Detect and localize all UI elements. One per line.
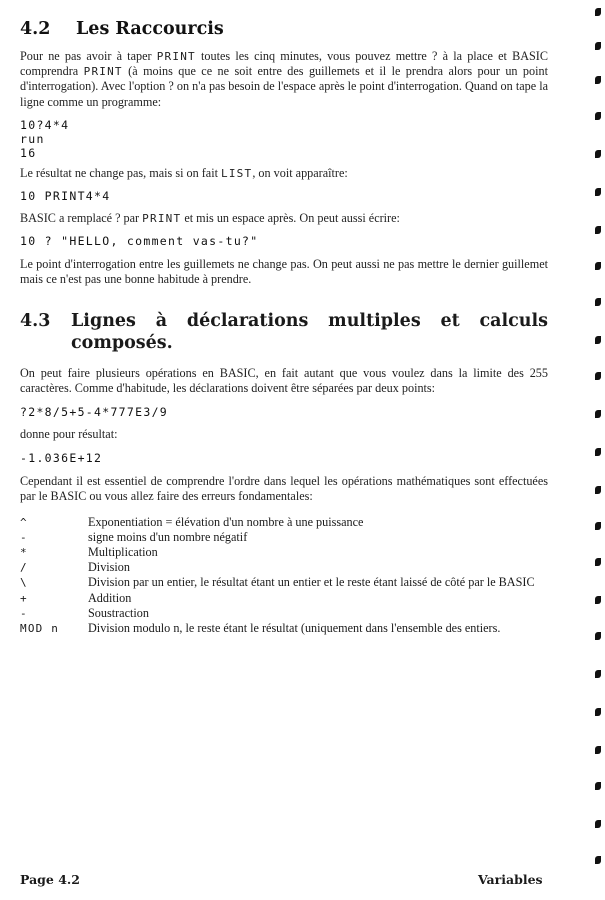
code-block: 10 ? "HELLO, comment vas-tu?"	[20, 234, 259, 249]
text-run: Le résultat ne change pas, mais si on fait	[20, 165, 222, 180]
text-run: Pour ne pas avoir à taper	[20, 49, 157, 63]
operator-row	[20, 560, 548, 575]
operator-symbol: +	[20, 591, 28, 605]
page-content	[20, 18, 548, 636]
operator-symbol: -	[20, 530, 28, 544]
code-block: 10?4*4 run 16	[20, 117, 70, 160]
section-heading-4-3	[20, 310, 548, 354]
operator-description: Division par un entier, le résultat étant un entier et le reste étant laissé de côté par le BASIC	[88, 575, 535, 590]
operator-row	[20, 530, 548, 545]
text-run: , on voit apparaître:	[252, 165, 348, 180]
inline-code: PRINT	[156, 50, 196, 63]
section-heading-4-2	[20, 18, 548, 40]
operator-description: Exponentiation = élévation d'un nombre à une puissance	[88, 514, 364, 529]
section-number: 4.3	[20, 310, 51, 331]
operator-row	[20, 575, 548, 590]
operator-row	[20, 606, 548, 621]
paragraph	[20, 49, 548, 110]
inline-code: LIST	[221, 166, 253, 180]
inline-code: PRINT	[142, 212, 182, 226]
operator-description: Soustraction	[88, 605, 149, 620]
paragraph	[20, 166, 548, 181]
paragraph: donne pour résultat:	[20, 427, 118, 442]
operator-symbol: /	[20, 561, 28, 575]
operator-description: Division modulo n, le reste étant le résultat (uniquement dans l'ensemble des entiers.	[88, 621, 501, 636]
text-run: toutes les cinq minutes, vous pouvez mettre ? à la place et BASIC comprendra	[20, 49, 548, 79]
operator-symbol: ^	[20, 515, 28, 529]
operator-symbol: \	[20, 576, 28, 590]
scan-edge-marks	[592, 0, 605, 900]
section-title-line: composés.	[71, 332, 173, 353]
section-title: Les Raccourcis	[76, 19, 224, 39]
text-run: BASIC a remplacé ? par	[20, 211, 143, 226]
code-block: ?2*8/5+5-4*777E3/9	[20, 405, 169, 420]
paragraph: Cependant il est essentiel de comprendre l'ordre dans lequel les opérations mathématiques sont effectuées par le BASIC ou vous allez faire des erreurs fondamentales:	[20, 474, 548, 504]
operator-row	[20, 545, 548, 560]
operator-row	[20, 621, 548, 636]
section-title	[71, 310, 548, 354]
text-run: (à moins que ce ne soit entre des guillemets et il le prendra alors pour un point d'interrogation). Avec l'option ? on n'a pas besoin de l'espace après le point d'interrogation. Quand on tape la ligne comme un programme:	[20, 64, 548, 109]
operator-row	[20, 591, 548, 606]
code-block: 10 PRINT4*4	[20, 189, 111, 204]
operator-description: Division	[88, 560, 130, 575]
operator-row	[20, 515, 548, 530]
paragraph	[20, 211, 548, 226]
operator-symbol: -	[20, 606, 28, 620]
page-number: Page 4.2	[20, 872, 80, 887]
code-block: -1.036E+12	[20, 451, 103, 466]
paragraph: On peut faire plusieurs opérations en BASIC, en fait autant que vous voulez dans la limite des 255 caractères. Comme d'habitude, les déclarations doivent être séparées par deux points:	[20, 365, 548, 395]
section-title-line: Lignes à déclarations multiples et calculs	[71, 310, 548, 331]
text-run: et mis un espace après. On peut aussi écrire:	[181, 211, 400, 226]
operator-description: Multiplication	[88, 545, 158, 560]
operator-description: Addition	[88, 590, 132, 605]
paragraph: Le point d'interrogation entre les guillemets ne change pas. On peut aussi ne pas mettre le dernier guillemet mais ce n'est pas une bonne habitude à prendre.	[20, 257, 548, 287]
operator-description: signe moins d'un nombre négatif	[88, 529, 248, 544]
section-number: 4.2	[20, 19, 51, 39]
operator-symbol: *	[20, 546, 28, 560]
inline-code: PRINT	[83, 65, 123, 79]
operator-list	[20, 515, 548, 637]
chapter-name: Variables	[478, 872, 543, 887]
operator-symbol: MOD n	[20, 622, 60, 636]
